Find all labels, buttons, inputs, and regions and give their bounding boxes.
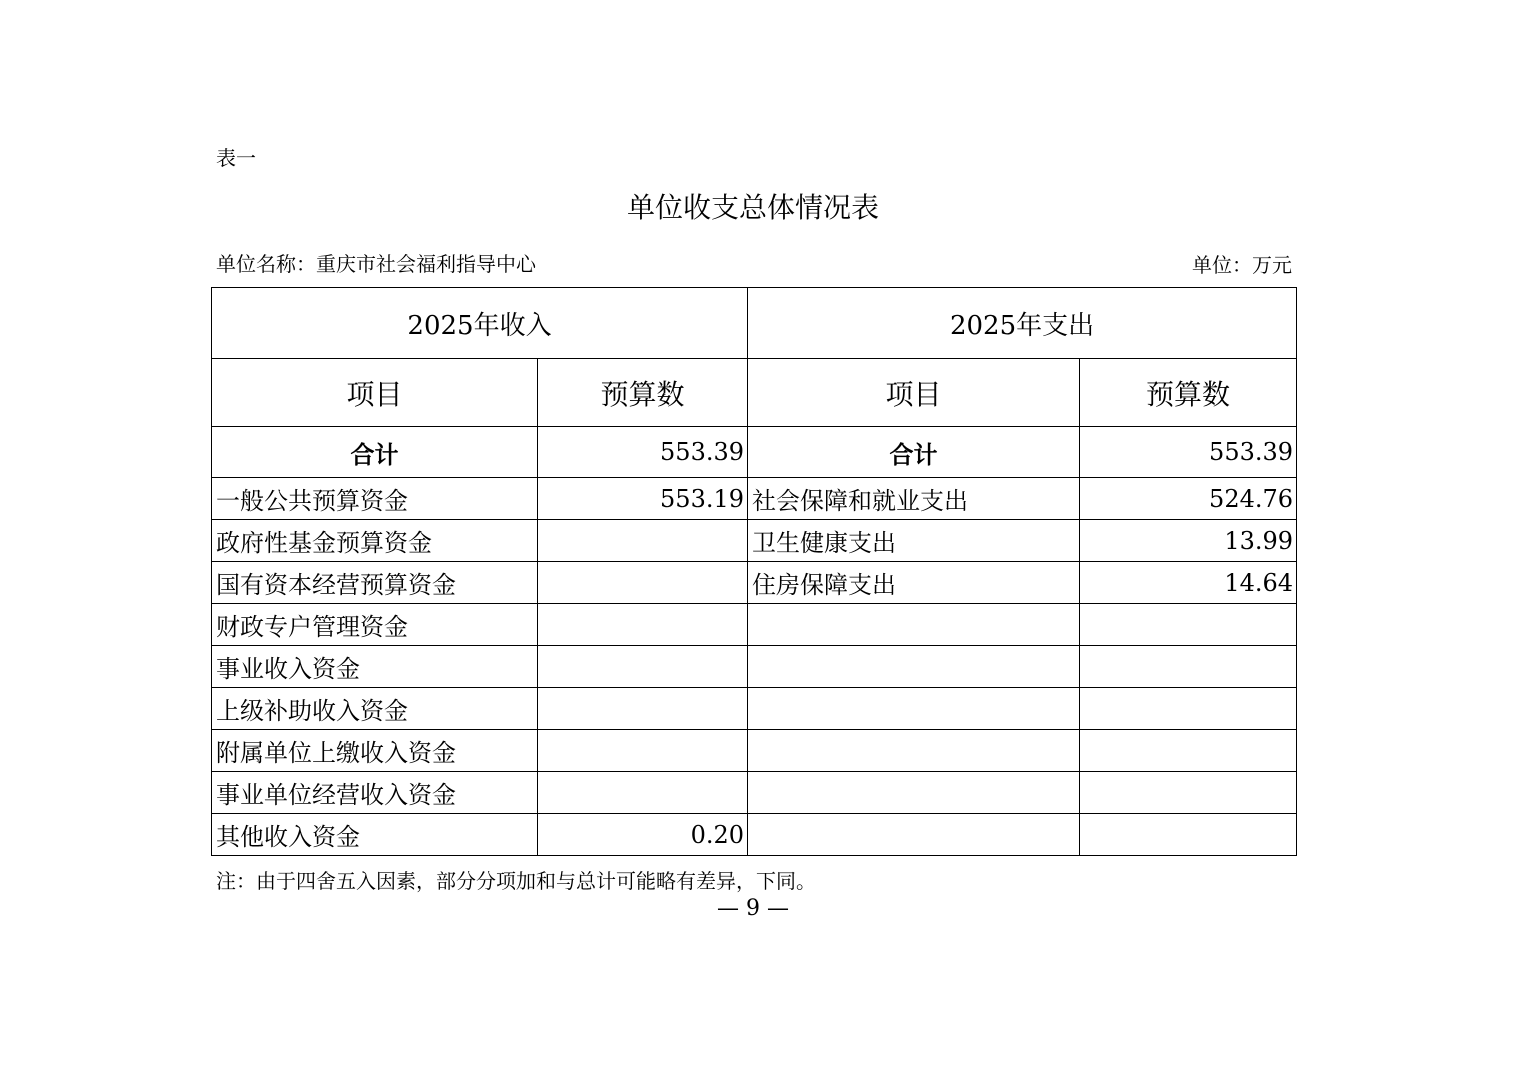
table-label: 表一 (216, 146, 256, 170)
income-item: 事业收入资金 (212, 646, 538, 688)
income-total-value: 553.39 (538, 427, 748, 478)
expense-value (1080, 814, 1297, 856)
expense-value: 14.64 (1080, 562, 1297, 604)
total-row (212, 427, 1297, 478)
expense-budget-column-header: 预算数 (1080, 359, 1297, 427)
table-row (212, 562, 1297, 604)
column-header-row (212, 359, 1297, 427)
income-value (538, 562, 748, 604)
expense-total-value: 553.39 (1080, 427, 1297, 478)
table-row (212, 772, 1297, 814)
organization-name: 单位名称：重庆市社会福利指导中心 (216, 252, 536, 276)
income-item: 政府性基金预算资金 (212, 520, 538, 562)
expense-item (748, 772, 1080, 814)
income-item: 国有资本经营预算资金 (212, 562, 538, 604)
expense-value (1080, 604, 1297, 646)
table-row (212, 478, 1297, 520)
table-row (212, 520, 1297, 562)
income-item: 财政专户管理资金 (212, 604, 538, 646)
page-number: — 9 — (717, 896, 789, 921)
expense-total-label: 合计 (748, 427, 1080, 478)
income-value (538, 730, 748, 772)
expense-value: 524.76 (1080, 478, 1297, 520)
income-value: 0.20 (538, 814, 748, 856)
income-item-column-header: 项目 (212, 359, 538, 427)
unit-label: 单位：万元 (1192, 253, 1292, 277)
year-header-row (212, 288, 1297, 359)
income-budget-column-header: 预算数 (538, 359, 748, 427)
expense-item (748, 646, 1080, 688)
expense-value: 13.99 (1080, 520, 1297, 562)
table-row (212, 688, 1297, 730)
income-value (538, 520, 748, 562)
income-item: 事业单位经营收入资金 (212, 772, 538, 814)
expense-item: 卫生健康支出 (748, 520, 1080, 562)
table-row (212, 814, 1297, 856)
income-value (538, 604, 748, 646)
income-value (538, 772, 748, 814)
income-value (538, 646, 748, 688)
income-total-label: 合计 (212, 427, 538, 478)
income-item: 附属单位上缴收入资金 (212, 730, 538, 772)
income-value (538, 688, 748, 730)
expense-item (748, 814, 1080, 856)
footnote: 注：由于四舍五入因素，部分分项加和与总计可能略有差异，下同。 (216, 869, 816, 893)
budget-table-body (212, 288, 1297, 856)
page-title: 单位收支总体情况表 (626, 191, 879, 224)
expense-item (748, 604, 1080, 646)
expense-item (748, 730, 1080, 772)
income-header: 2025年收入 (212, 288, 748, 359)
expense-value (1080, 688, 1297, 730)
table-row (212, 604, 1297, 646)
budget-table (211, 287, 1297, 856)
expense-value (1080, 772, 1297, 814)
expense-item: 社会保障和就业支出 (748, 478, 1080, 520)
income-value: 553.19 (538, 478, 748, 520)
table-row (212, 646, 1297, 688)
income-item: 一般公共预算资金 (212, 478, 538, 520)
table-row (212, 730, 1297, 772)
expense-value (1080, 646, 1297, 688)
expense-value (1080, 730, 1297, 772)
income-item: 上级补助收入资金 (212, 688, 538, 730)
expense-item-column-header: 项目 (748, 359, 1080, 427)
expense-item: 住房保障支出 (748, 562, 1080, 604)
income-item: 其他收入资金 (212, 814, 538, 856)
expense-item (748, 688, 1080, 730)
expense-header: 2025年支出 (748, 288, 1297, 359)
